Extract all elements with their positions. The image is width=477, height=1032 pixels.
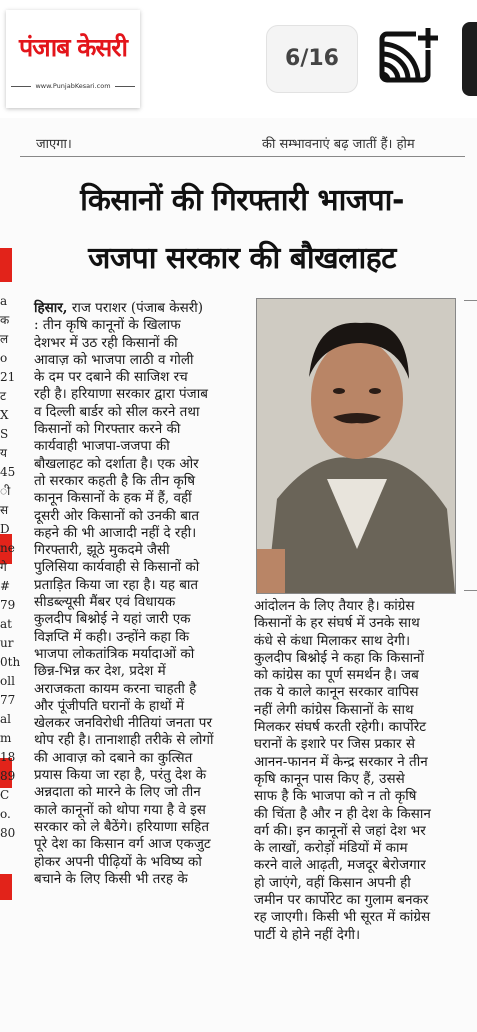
column-2-line: की चिंता है और न ही देश के किसान (254, 805, 431, 822)
column-1-line: काले कानूनों को थोपा गया है वे इस (34, 801, 206, 818)
adjacent-fragment-text: C (0, 788, 10, 802)
column-1-line: तो सरकार कहती है कि तीन कृषि (34, 472, 196, 489)
column-1-line: थोप रही है। तानाशाही तरीके से लोगों (34, 732, 214, 749)
column-1-line: व दिल्ली बार्डर को सील करने तथा (34, 403, 200, 420)
adjacent-fragment-text: 89 (0, 769, 16, 783)
adjacent-fragment-text: o (0, 351, 8, 365)
column-2-line: रह जाएगी। किसी भी सूरत में कांग्रेस (254, 909, 431, 926)
top-rule (20, 156, 465, 157)
column-2-line: आंदोलन के लिए तैयार है। कांग्रेस (254, 598, 415, 614)
column-2-line: जमीन पर कार्पोरेट का गुलाम बनकर (254, 892, 429, 909)
prev-article-snippet-left: जाएगा। (36, 137, 72, 152)
column-2-line: तक ये काले कानून सरकार वापिस (254, 684, 419, 701)
adjacent-fragment-text: ne (0, 541, 15, 555)
article-photo (256, 298, 456, 594)
column-2-line: वर्ग की। इन कानूनों से जहां देश भर (254, 822, 426, 839)
column-2-line: के लाखों, करोड़ों मंडियों में काम (254, 840, 408, 857)
headline-line-1: किसानों की गिरफ्तारी भाजपा- (80, 183, 404, 218)
column-1-line: किसानों को गिरफ्तार करने की (34, 421, 181, 438)
adjacent-fragment-text: 21 (0, 370, 16, 384)
column-1-line: दूसरी ओर किसानों को उनकी बात (34, 507, 200, 524)
column-2-line: कुलदीप बिश्नोई ने कहा कि किसानों (254, 649, 425, 666)
adjacent-fragment-text: 18 (0, 750, 16, 764)
adjacent-fragment-text: at (0, 617, 12, 631)
column-2-line: पार्टी ये होने नहीं देगी। (254, 926, 361, 943)
adjacent-fragment-text: X (0, 408, 9, 422)
adjacent-fragment-text: 0th (0, 655, 21, 669)
adjacent-fragment-text: 45 (0, 465, 16, 479)
dateline: हिसार, (34, 300, 68, 316)
column-1-line: और पूंजीपति घरानों के हाथों में (34, 697, 185, 714)
adjacent-fragment-text: 79 (0, 598, 16, 612)
adjacent-fragment-text: oll (0, 674, 15, 688)
column-1-line: पूरे देश का किसान वर्ग आज एकजुट (34, 836, 211, 853)
column-2-line: करने वाले आढ़ती, मजदूर बेरोजगार (254, 857, 426, 874)
column-1-line: की आवाज़ को दबाने का कुत्सित (34, 749, 193, 766)
column-2-line: कृषि कानून पास किए हैं, उससे (254, 770, 405, 787)
column-1-line: भाजपा लोकतांत्रिक मर्यादाओं को (34, 645, 195, 662)
prev-article-snippet-right: की सम्भावनाएं बढ़ जातीं हैं। होम (262, 137, 415, 152)
adjacent-fragment-text: m (0, 731, 12, 745)
adjacent-fragment-text: o. (0, 807, 11, 821)
column-1-line: बौखलाहट को दर्शाता है। एक ओर (34, 455, 199, 472)
column-2-line: हो जाएंगे, वहीं किसान अपनी ही (254, 874, 411, 891)
red-marker (0, 248, 12, 282)
column-1-line: आवाज़ को भाजपा लाठी व गोली (34, 351, 194, 368)
page-counter[interactable]: 6/16 (266, 25, 358, 93)
column-1-line: विज्ञप्ति में कही। उन्होंने कहा कि (34, 628, 190, 645)
next-page-edge[interactable] (462, 22, 477, 96)
column-1-line: गिरफ्तारी, झूठे मुकदमे जैसी (34, 542, 170, 559)
headline-line-2: जजपा सरकार की बौखलाहट (88, 241, 396, 276)
column-1-line: होकर अपनी पीढ़ियों के भविष्य को (34, 853, 202, 870)
adjacent-fragment-text: D (0, 522, 10, 536)
adjacent-fragment-text: ट (0, 389, 7, 403)
adjacent-fragment-text: य (0, 446, 7, 460)
byline: राज पराशर (पंजाब केसरी) (71, 300, 204, 316)
adjacent-fragment-text: ी (0, 484, 11, 498)
photo-portrait (257, 299, 455, 593)
adjacent-fragment-text: स (0, 503, 9, 517)
article-column-2 (254, 598, 458, 944)
adjacent-fragment-text: ल (0, 332, 9, 346)
adjacent-fragment-text: गे (0, 560, 7, 574)
column-2-line: साफ है कि भाजपा को न तो कृषि (254, 788, 417, 805)
column-1-line: कुलदीप बिश्नोई ने यहां जारी एक (34, 611, 191, 628)
adjacent-column-fragment (0, 292, 21, 1032)
column-2-line: आनन-फानन में केन्द्र सरकार ने तीन (254, 753, 428, 770)
column-1-line: खेलकर जनविरोधी नीतियां जनता पर (34, 715, 212, 732)
top-bar (0, 0, 477, 118)
adjacent-fragment-text: al (0, 712, 11, 726)
column-2-line: घरानों के इशारे पर जिस प्रकार से (254, 736, 415, 753)
column-1-line: देशभर में उठ रही किसानों की (34, 334, 178, 351)
column-1-line: सीडब्ल्यूसी मैंबर एवं विधायक (34, 594, 176, 611)
adjacent-fragment-text: 80 (0, 826, 16, 840)
column-1-line: रही है। हरियाणा सरकार द्वारा पंजाब (34, 386, 208, 403)
column-1-line: कार्यवाही भाजपा-जजपा की (34, 438, 170, 455)
logo-title: पंजाब केसरी (18, 33, 127, 62)
punjab-kesari-logo[interactable] (6, 10, 140, 108)
column-2-line: को कांग्रेस का पूर्ण समर्थन है। जब (254, 667, 419, 684)
column-1-line: पुलिसिया कार्यवाही से किसानों को (34, 559, 200, 576)
cast-plus-icon[interactable] (376, 24, 440, 88)
right-column-rule (464, 590, 477, 591)
column-2-line: किसानों के हर संघर्ष में उनके साथ (254, 615, 420, 632)
article-column-1 (34, 300, 242, 888)
adjacent-fragment-text: S (0, 427, 9, 441)
adjacent-fragment-text: # (0, 579, 11, 593)
adjacent-fragment-text: a (0, 294, 8, 308)
column-1-line: अन्नदाता को मारने के लिए जो तीन (34, 784, 201, 801)
column-1-line: बचाने के लिए किसी भी तरह के (34, 870, 188, 887)
right-column-rule (464, 300, 477, 301)
column-2-line: नहीं लेगी कांग्रेस किसानों के साथ (254, 701, 414, 718)
column-2-line: कंधे से कंधा मिलाकर साथ देगी। (254, 632, 411, 649)
logo-url: www.PunjabKesari.com (6, 82, 140, 90)
column-1-line: प्रयास किया जा रहा है, परंतु देश के (34, 767, 207, 784)
adjacent-fragment-text: क (0, 313, 10, 327)
column-2-line: मिलकर संघर्ष करती रहेगी। कार्पोरेट (254, 719, 427, 736)
adjacent-fragment-text: ur (0, 636, 14, 650)
adjacent-fragment-text: 77 (0, 693, 16, 707)
column-1-line: छिन्न-भिन्न कर देश, प्रदेश में (34, 663, 166, 680)
column-1-line: सरकार को ले बैठेंगे। हरियाणा सहित (34, 818, 210, 835)
dateline-row (34, 300, 242, 317)
column-1-line: कानून किसानों के हक में हैं, वहीं (34, 490, 192, 507)
column-1-line: कहने की भी आजादी नहीं दे रही। (34, 524, 197, 541)
column-1-line: : तीन कृषि कानूनों के खिलाफ (34, 317, 181, 334)
column-1-line: प्रताड़ित किया जा रहा है। यह बात (34, 576, 199, 593)
column-1-line: अराजकता कायम करना चाहती है (34, 680, 197, 697)
column-1-line: के दम पर दबाने की साजिश रच (34, 369, 188, 386)
